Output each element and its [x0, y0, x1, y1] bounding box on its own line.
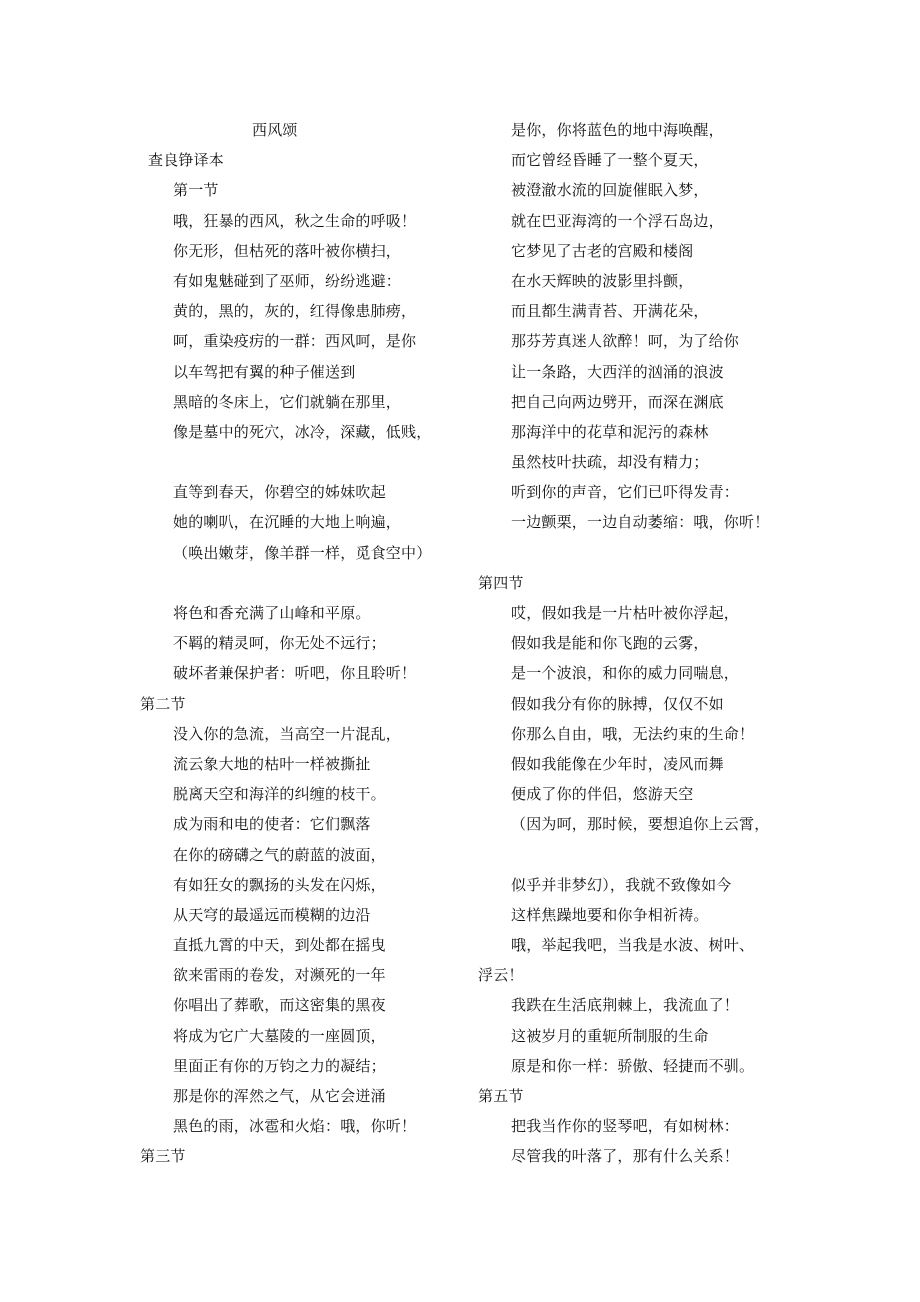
poem-line: 一边颤栗，一边自动萎缩：哦，你听！: [511, 513, 770, 532]
blank-line: [140, 447, 480, 477]
poem-line: 听到你的声音，它们已吓得发青：: [511, 483, 740, 502]
poem-line: 是你，你将蓝色的地中海唤醒，: [511, 121, 724, 139]
poem-line: 在你的磅礴之气的蔚蓝的波面，: [173, 845, 386, 864]
poem-line: 在水天辉映的波影里抖颤，: [511, 271, 694, 290]
poem-line: 我跌在生活底荆棘上，我流血了！: [511, 996, 740, 1015]
poem-line: 那海洋中的花草和泥污的森林: [511, 422, 709, 441]
poem-line: 她的喇叭，在沉睡的大地上响遍，: [173, 513, 402, 532]
poem-line: 将成为它广大墓陵的一座圆顶，: [173, 1026, 386, 1045]
blank-line: [478, 538, 838, 568]
poem-line: 有如狂女的飘扬的头发在闪烁，: [173, 875, 386, 894]
section-heading: 第二节: [140, 694, 186, 713]
poem-line: 就在巴亚海湾的一个浮石岛边，: [511, 211, 724, 230]
poem-line: 似乎并非梦幻），我就不致像如今: [511, 875, 732, 894]
poem-line: 虽然枝叶扶疏，却没有精力；: [511, 453, 709, 472]
poem-line: 而且都生满青苔、开满花朵，: [511, 302, 709, 321]
poem-line: 假如我分有你的脉搏，仅仅不如: [511, 694, 724, 713]
section-heading: 第五节: [478, 1087, 524, 1105]
poem-line: 你唱出了葬歌，而这密集的黑夜: [173, 996, 386, 1015]
poem-line: 欲来雷雨的卷发，对濒死的一年: [173, 966, 386, 985]
poem-line: （因为呵，那时候，要想追你上云霄，: [511, 815, 770, 834]
poem-line: 假如我能像在少年时，凌风而舞: [511, 754, 724, 773]
poem-line: 那芬芳真迷人欲醉！呵，为了给你: [511, 332, 740, 351]
poem-line: （唤出嫩芽，像羊群一样，觅食空中）: [173, 543, 432, 562]
poem-line: 把我当作你的竖琴吧，有如树林：: [511, 1117, 740, 1136]
poem-line: 浮云！: [478, 966, 524, 985]
poem-line: 里面正有你的万钧之力的凝结；: [173, 1056, 386, 1075]
poem-line: 黑色的雨，冰雹和火焰：哦，你听！: [173, 1117, 417, 1136]
poem-line: 尽管我的叶落了，那有什么关系！: [511, 1147, 740, 1166]
poem-line: 让一条路，大西洋的汹涌的浪波: [511, 362, 724, 381]
poem-line: 直抵九霄的中天，到处都在摇曳: [173, 936, 386, 955]
poem-line: 哦，狂暴的西风，秋之生命的呼吸！: [173, 211, 417, 230]
poem-line: 你无形，但枯死的落叶被你横扫，: [173, 241, 402, 260]
poem-line: 原是和你一样：骄傲、轻捷而不驯。: [511, 1056, 755, 1075]
translator-credit: 查良铮译本: [148, 151, 225, 170]
blank-line: [478, 840, 838, 870]
poem-line: 被澄澈水流的回旋催眠入梦，: [511, 181, 709, 200]
poem-line: 是一个波浪，和你的威力同喘息，: [511, 664, 740, 683]
poem-line: 你那么自由，哦，无法约束的生命！: [511, 724, 755, 743]
poem-line: 呵，重染疫疠的一群：西风呵，是你: [173, 332, 417, 351]
poem-line: 那是你的浑然之气，从它会迸涌: [173, 1087, 386, 1105]
poem-line: 黑暗的冬床上，它们就躺在那里，: [173, 392, 402, 411]
poem-line: 便成了你的伴侣，悠游天空: [511, 785, 694, 804]
poem-line: 流云象大地的枯叶一样被撕扯: [173, 754, 371, 773]
poem-line: 这样焦躁地要和你争相祈祷。: [511, 905, 709, 924]
poem-line: 这被岁月的重轭所制服的生命: [511, 1026, 709, 1045]
poem-line: 黄的，黑的，灰的，红得像患肺痨，: [173, 302, 417, 321]
poem-line: 以车驾把有翼的种子催送到: [173, 362, 356, 381]
poem-line: 它梦见了古老的宫殿和楼阁: [511, 241, 694, 260]
poem-line: 从天穹的最遥远而模糊的边沿: [173, 905, 371, 924]
poem-line: 直等到春天，你碧空的姊妹吹起: [173, 483, 386, 502]
poem-line: 没入你的急流，当高空一片混乱，: [173, 724, 402, 743]
poem-line: 哦，举起我吧，当我是水波、树叶、: [511, 936, 755, 955]
poem-line: 把自己向两边劈开，而深在渊底: [511, 392, 724, 411]
poem-line: 而它曾经昏睡了一整个夏天，: [511, 151, 709, 170]
poem-line: 脱离天空和海洋的纠缠的枝干。: [173, 785, 386, 804]
poem-line: 将色和香充满了山峰和平原。: [173, 604, 371, 622]
section-heading: 第一节: [173, 181, 219, 200]
poem-line: 有如鬼魅碰到了巫师，纷纷逃避：: [173, 271, 402, 290]
blank-line: [140, 568, 480, 598]
poem-line: 不羁的精灵呵，你无处不远行；: [173, 634, 386, 653]
section-heading: 第四节: [478, 573, 524, 592]
document-title: 西风颂: [252, 121, 298, 139]
poem-line: 像是墓中的死穴，冰冷，深藏，低贱，: [173, 422, 432, 441]
poem-line: 假如我是能和你飞跑的云雾，: [511, 634, 709, 653]
left-column: [140, 115, 480, 1172]
right-column: [478, 115, 838, 1172]
poem-line: 成为雨和电的使者：它们飘落: [173, 815, 371, 834]
section-heading: 第三节: [140, 1147, 186, 1166]
poem-line: 哎，假如我是一片枯叶被你浮起，: [511, 604, 740, 622]
poem-line: 破坏者兼保护者：听吧，你且聆听！: [173, 664, 417, 683]
